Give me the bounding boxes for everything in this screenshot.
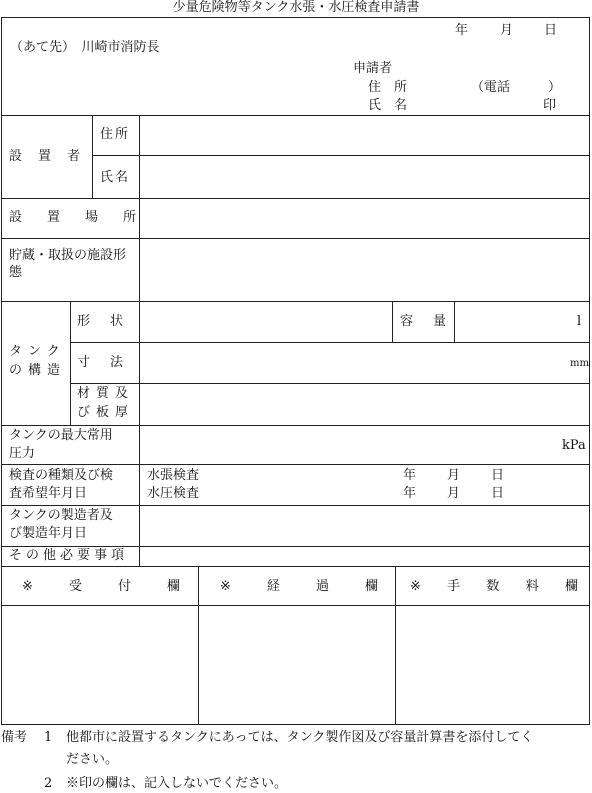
material-label-line2: び板厚 xyxy=(77,405,135,420)
dimensions-label: 寸法 xyxy=(77,355,144,370)
divider xyxy=(2,505,589,506)
remarks-label: 備考 xyxy=(1,730,28,745)
divider xyxy=(70,301,71,425)
inspection-label-line1: 検査の種類及び検 xyxy=(9,468,114,483)
reception-char: 欄 xyxy=(166,579,180,594)
pressure-label-line2: 圧力 xyxy=(9,446,36,461)
date-month-label: 月 xyxy=(500,23,514,38)
divider xyxy=(395,566,396,724)
remark-number-1: 1 xyxy=(44,730,53,745)
applicant-address-label: 住 所 xyxy=(368,80,408,95)
shape-label: 形状 xyxy=(77,314,144,329)
divider xyxy=(139,115,140,566)
date-day-label: 日 xyxy=(544,23,558,38)
remark-1-line1: 他都市に設置するタンクにあっては、タンク製作図及び容量計算書を添付してく xyxy=(66,730,534,745)
fee-column-header xyxy=(410,579,578,595)
fee-char: 料 xyxy=(525,579,539,594)
phone-label: （電話 xyxy=(471,80,511,95)
date-year-label: 年 xyxy=(455,23,469,38)
installer-label: 設置者 xyxy=(9,149,97,164)
fee-char: 手 xyxy=(447,579,461,594)
progress-column-header xyxy=(220,579,378,595)
manufacturer-label-line2: び製造年月日 xyxy=(9,526,88,541)
material-label-line1: 材質及 xyxy=(77,386,135,401)
dimensions-unit: mm xyxy=(570,358,589,369)
divider xyxy=(2,464,589,465)
divider xyxy=(2,546,589,547)
facility-label-line1: 貯蔵・取扱の施設形 xyxy=(9,248,127,263)
capacity-label: 容量 xyxy=(400,314,467,329)
tank-structure-label-line2: の構造 xyxy=(9,363,67,378)
phone-close: ） xyxy=(548,80,562,95)
facility-label-line2: 態 xyxy=(9,265,23,280)
inspection-label-line2: 査希望年月日 xyxy=(9,486,88,501)
divider xyxy=(392,301,393,342)
location-label: 設置場所 xyxy=(9,210,162,225)
divider xyxy=(70,342,589,343)
divider xyxy=(2,198,589,199)
fee-char: 数 xyxy=(486,579,500,594)
water-fill-inspection-label: 水張検査 xyxy=(147,468,200,483)
water-pressure-month-label: 月 xyxy=(447,486,461,501)
capacity-unit: l xyxy=(577,314,582,329)
divider xyxy=(2,115,589,116)
pressure-label-line1: タンクの最大常用 xyxy=(9,428,113,443)
divider xyxy=(2,238,589,239)
divider xyxy=(2,566,589,567)
reception-char: 受 xyxy=(68,579,82,594)
progress-char: 欄 xyxy=(364,579,378,594)
manufacturer-label-line1: タンクの製造者及 xyxy=(9,508,113,523)
application-form xyxy=(1,17,590,725)
fee-char: ※ xyxy=(410,579,421,594)
reception-column-header xyxy=(22,579,180,595)
form-title: 少量危険物等タンク水張・水圧検査申請書 xyxy=(172,0,420,15)
applicant-name-label: 氏 名 xyxy=(368,98,408,113)
progress-char: ※ xyxy=(220,579,231,594)
tank-structure-label-line1: タンク xyxy=(9,344,66,359)
divider xyxy=(70,383,589,384)
addressee: （あて先） 川崎市消防長 xyxy=(10,40,160,55)
divider xyxy=(2,425,589,426)
other-label: その他必要事項 xyxy=(9,548,129,563)
remark-2-text: ※印の欄は、記入しないでください。 xyxy=(66,776,288,791)
installer-name-label: 氏名 xyxy=(100,170,131,185)
water-fill-year-label: 年 xyxy=(403,468,417,483)
water-pressure-day-label: 日 xyxy=(491,486,505,501)
divider xyxy=(198,566,199,724)
water-fill-day-label: 日 xyxy=(491,468,505,483)
progress-char: 過 xyxy=(315,579,329,594)
water-pressure-year-label: 年 xyxy=(403,486,417,501)
fee-char: 欄 xyxy=(564,579,578,594)
reception-char: 付 xyxy=(117,579,131,594)
water-fill-month-label: 月 xyxy=(447,468,461,483)
reception-char: ※ xyxy=(22,579,33,594)
remark-number-2: 2 xyxy=(44,776,53,791)
divider xyxy=(2,605,589,606)
water-pressure-inspection-label: 水圧検査 xyxy=(147,486,200,501)
divider xyxy=(2,301,589,302)
divider xyxy=(92,155,589,156)
remark-1-line2: ださい。 xyxy=(66,752,119,767)
pressure-unit: kPa xyxy=(562,438,586,453)
applicant-label: 申請者 xyxy=(353,61,393,76)
seal-label: 印 xyxy=(543,98,557,113)
installer-address-label: 住所 xyxy=(100,127,131,142)
progress-char: 経 xyxy=(266,579,280,594)
